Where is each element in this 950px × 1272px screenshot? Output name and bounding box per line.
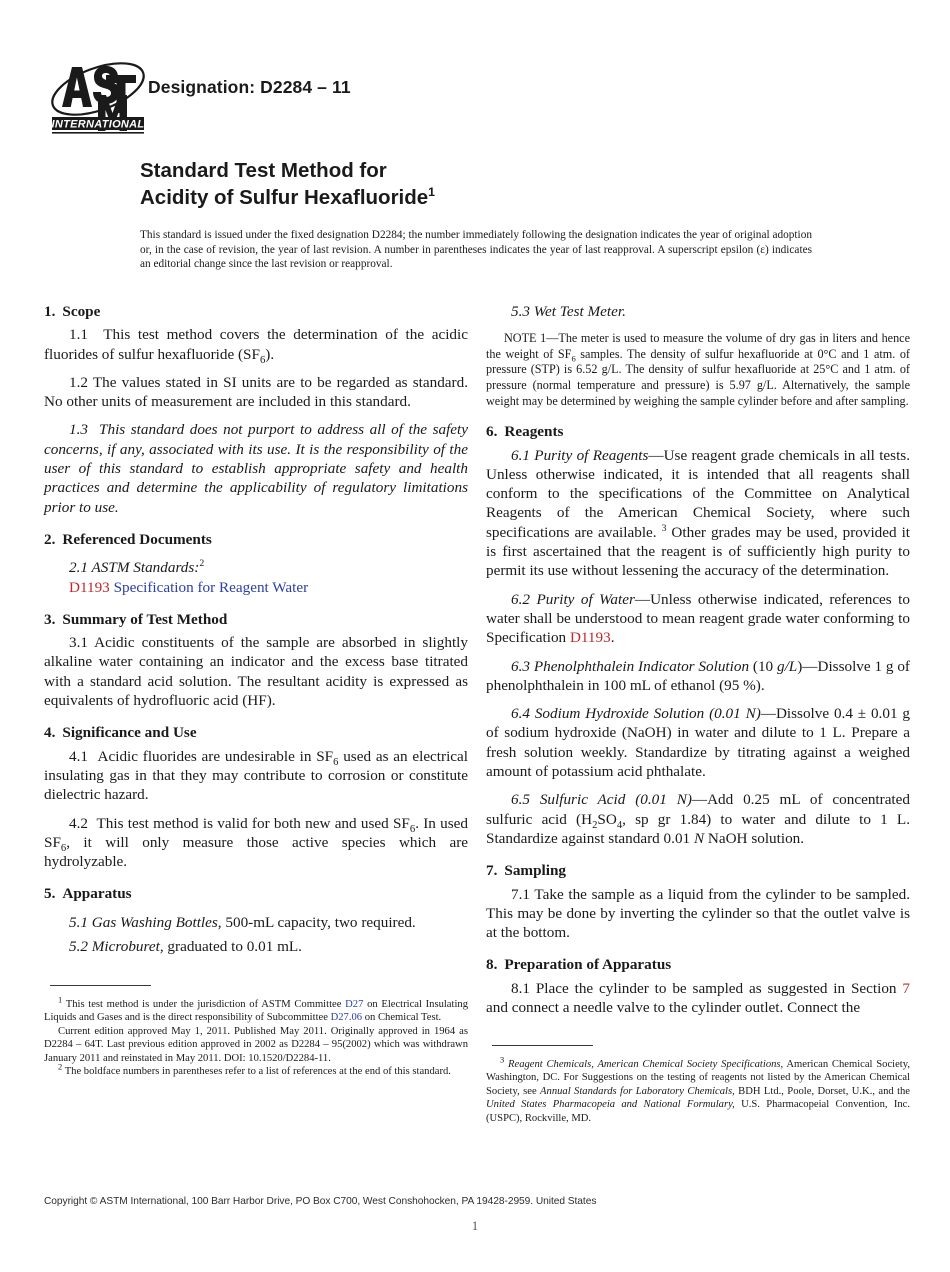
purity-of-water-text: —Unless otherwise indicated, references to water shall be understood to mean reagent grade water conforming to Specification — [486, 590, 910, 647]
paragraph-7-1: 7.1 Take the sample as a liquid from the cylinder to be sampled. This may be done by inverting the cylinder so that the outlet valve is at the bottom. — [486, 885, 910, 942]
footnote-1-part-3: on Chemical Test. — [362, 1012, 442, 1024]
paragraph-4-1: 4.1 Acidic fluorides are undesirable in $SF_6$ used as an electrical insulating gas in that they may contribute to corrosion or constitute dielectric hazard. — [44, 747, 468, 804]
footnote-2-text: The boldface numbers in parentheses refer to a list of references at the end of this standard. — [62, 1066, 451, 1078]
section-link-7[interactable]: 7 — [902, 979, 910, 997]
section-heading-7 — [486, 861, 910, 880]
gas-washing-bottles-text: 500-mL capacity, two required. — [221, 913, 416, 931]
section-6-title: Reagents — [504, 423, 564, 441]
section-heading-2 — [44, 530, 468, 549]
microburet-text: graduated to 0.01 mL. — [163, 938, 302, 956]
committee-link-d27[interactable]: D27 — [345, 999, 364, 1010]
footnote-2 — [44, 1061, 468, 1078]
page-title — [140, 157, 840, 211]
reference-title-d1193[interactable]: Specification for Reagent Water — [113, 578, 309, 596]
footnote-1 — [44, 994, 468, 1025]
section-7-title: Sampling — [504, 862, 567, 880]
sulfuric-acid-label: 6.5 Sulfuric Acid (0.01 N) — [511, 791, 692, 809]
microburet-label: 5.2 Microburet, — [69, 938, 164, 956]
footnotes-right — [486, 1054, 911, 1125]
section-8-number: 8. — [486, 956, 498, 974]
purity-of-water-text-2: . — [610, 629, 615, 647]
astm-standards-label: 2.1 ASTM Standards: — [69, 559, 200, 577]
phenolphthalein-text: —Dissolve 1 g of phenolphthalein in 100 mL of ethanol (95 %). — [486, 657, 910, 694]
footnote-divider-left — [50, 985, 151, 986]
section-heading-8 — [486, 955, 910, 974]
svg-text:INTERNATIONAL: INTERNATIONAL — [51, 118, 145, 131]
phenolphthalein-label: 6.3 Phenolphthalein Indicator Solution — [511, 657, 750, 675]
footnote-1-part-2: on Electrical Insulating Liquids and Gases and is the direct responsibility of Subcommittee — [44, 999, 468, 1024]
footnote-3-plain-1: , American Chemical Society, Washington, DC. For Suggestions on the testing of reagents not listed by the American Chemical Society, see — [486, 1059, 911, 1097]
section-heading-5 — [44, 884, 468, 903]
section-heading-3 — [44, 610, 468, 629]
footnote-3-plain-2: BDH Ltd., Poole, Dorset, U.K., and the — [734, 1085, 911, 1097]
footnote-3-italic-2: Annual Standards for Laboratory Chemicals, — [540, 1085, 735, 1097]
phenolphthalein-amount: (10 g/L) — [749, 657, 803, 675]
paragraph-6-3 — [486, 648, 910, 696]
section-heading-1 — [44, 302, 468, 321]
paragraph-5-2 — [44, 932, 468, 956]
title-block — [140, 157, 840, 211]
note-1: NOTE 1—The meter is used to measure the volume of dry gas in liters and hence the weight of $SF_6$ samples. The density of sulfur hexafluoride at 0°C and 1 atm. of pressure (STP) is 6.52 g/L. The density of sulfur hexafluoride at 25°C and 1 atm. of pressure (normal temperature and pressure) is 5.97 g/L. Alternatively, the sample weight may be determined by weighing the sample cylinder before and after sampling. — [486, 331, 910, 408]
paragraph-5-1 — [44, 908, 468, 932]
astm-logo-icon — [46, 55, 150, 135]
reference-link-d1193[interactable] — [44, 578, 468, 597]
section-6-number: 6. — [486, 423, 498, 441]
title-footnote-marker: 1 — [428, 185, 436, 200]
paragraph-6-2 — [486, 581, 910, 648]
section-3-number: 3. — [44, 610, 56, 628]
section-4-number: 4. — [44, 724, 56, 742]
gas-washing-bottles-label: 5.1 Gas Washing Bottles, — [69, 913, 222, 931]
paragraph-8-1-pre: 8.1 Place the cylinder to be sampled as suggested in Section — [511, 979, 903, 997]
footnote-1b-edition-history: Current edition approved May 1, 2011. Published May 2011. Originally approved in 1964 as D2284 – 64T. Last previous edition approved in 2002 as D2284 – 95(2002) which was withdrawn January 2011 and reinstated in May 2011. DOI: 10.1520/D2284-11. — [44, 1025, 468, 1064]
column-right — [486, 302, 910, 1017]
purity-of-reagents-label: 6.1 Purity of Reagents — [511, 446, 649, 464]
title-line-1: Standard Test Method for — [140, 159, 387, 182]
footnote-3 — [486, 1054, 911, 1125]
paragraph-6-4 — [486, 695, 910, 781]
paragraph-8-1-post: and connect a needle valve to the cylinder outlet. Connect the — [486, 998, 861, 1016]
reference-id-d1193[interactable]: D1193 — [69, 578, 110, 596]
purity-of-reagents-footnote-marker: 3 — [661, 522, 667, 534]
section-1-title: Scope — [62, 303, 101, 320]
purity-of-reagents-text: —Use reagent grade chemicals in all tests. Unless otherwise indicated, it is intended that all reagents shall conform to the specifications of the Committee on Analytical Reagents of the American Chemical Society, where such specifications are available. — [486, 446, 910, 541]
masthead — [46, 55, 906, 145]
footnote-3-marker: 3 — [500, 1054, 505, 1065]
paragraph-6-5: 6.5 Sulfuric Acid (0.01 N)—Add 0.25 mL of concentrated sulfuric acid ($H_2SO_4$, sp gr 1.84) to water and dilute to 1 L. Standardize against standard 0.01 N NaOH solution. — [486, 791, 911, 847]
footnote-3-italic-3: United States Pharmacopeia and National Formulary, — [486, 1099, 735, 1111]
paragraph-1-3: 1.3 This standard does not purport to address all of the safety concerns, if any, associated with its use. It is the responsibility of the user of this standard to establish appropriate safety and health practices and determine the applicability of regulatory limitations prior to use. — [44, 421, 468, 516]
section-2-number: 2. — [44, 530, 56, 548]
section-1-number: 1. — [44, 303, 56, 320]
sodium-hydroxide-text: —Dissolve 0.4 ± 0.01 g of sodium hydroxide (NaOH) in water and dilute to 1 L. Prepare a fresh solution weekly. Standardize by titrating against a weighed amount of potassium acid phthalate. — [486, 705, 910, 781]
footnote-divider-right — [492, 1045, 593, 1046]
paragraph-6-1 — [486, 446, 910, 581]
footnote-1-part-1: This test method is under the jurisdiction of ASTM Committee — [62, 999, 346, 1010]
section-4-title: Significance and Use — [62, 724, 197, 742]
astm-standards-footnote-marker: 2 — [199, 558, 205, 570]
paragraph-2-1-label — [44, 553, 468, 577]
preamble-text: This standard is issued under the fixed designation D2284; the number immediately following the designation indicates the year of original adoption or, in the case of revision, the year of last revision. A number in parentheses indicates the year of last reapproval. A superscript epsilon (ε) indicates an editorial change since the last revision or reapproval. — [140, 229, 812, 271]
footnote-1-marker: 1 — [58, 994, 63, 1005]
paragraph-5-3: 5.3 Wet Test Meter. — [511, 303, 626, 320]
title-line-2: Acidity of Sulfur Hexafluoride — [140, 186, 429, 209]
note-1-label: NOTE 1 — [504, 331, 547, 346]
purity-of-reagents-text-2: Other grades may be used, provided it is first ascertained that the reagent is of sufficiently high purity to permit its use without lessening the accuracy of the determination. — [486, 523, 911, 580]
section-heading-4 — [44, 723, 468, 742]
paragraph-1-2: 1.2 The values stated in SI units are to be regarded as standard. No other units of measurement are included in this standard. — [44, 373, 468, 411]
footnote-2-marker: 2 — [58, 1061, 63, 1072]
copyright-notice: Copyright © ASTM International, 100 Barr Harbor Drive, PO Box C700, West Conshohocken, PA 19428-2959. United States — [44, 1196, 597, 1207]
section-7-number: 7. — [486, 862, 498, 880]
paragraph-8-1 — [486, 979, 910, 1018]
paragraph-1-1: 1.1 This test method covers the determination of the acidic fluorides of sulfur hexafluoride $(SF_6)$. — [44, 326, 468, 366]
section-3-title: Summary of Test Method — [62, 610, 228, 628]
footnote-3-plain-3: U.S. Pharmacopeial Convention, Inc. (USPC), Rockville, MD. — [486, 1099, 910, 1124]
purity-of-water-label: 6.2 Purity of Water — [511, 590, 635, 608]
section-2-title: Referenced Documents — [62, 530, 212, 548]
section-heading-6 — [486, 422, 910, 441]
reference-link-d1193-inline[interactable]: D1193 — [569, 629, 611, 647]
section-5-title: Apparatus — [62, 885, 132, 903]
page-number: 1 — [471, 1219, 479, 1233]
sodium-hydroxide-label: 6.4 Sodium Hydroxide Solution (0.01 N) — [511, 705, 761, 723]
paragraph-4-2: 4.2 This test method is valid for both new and used $SF_6$. In used $SF_6$, it will only measure those active species which are hydrolyzable. — [44, 814, 468, 871]
paragraph-3-1: 3.1 Acidic constituents of the sample are absorbed in slightly alkaline water containing an indicator and the excess base titrated with a standard acid solution. The resultant acidity is expressed as equivalents of hydrofluoric acid (HF). — [44, 634, 468, 710]
column-left — [44, 302, 468, 956]
section-8-title: Preparation of Apparatus — [504, 956, 672, 974]
section-5-number: 5. — [44, 885, 56, 903]
subcommittee-link-d2706[interactable]: D27.06 — [330, 1012, 363, 1024]
footnote-3-italic-1: Reagent Chemicals, American Chemical Society Specifications — [508, 1059, 781, 1070]
designation-label: Designation: D2284 – 11 — [148, 77, 351, 97]
footnotes-left — [44, 994, 468, 1078]
